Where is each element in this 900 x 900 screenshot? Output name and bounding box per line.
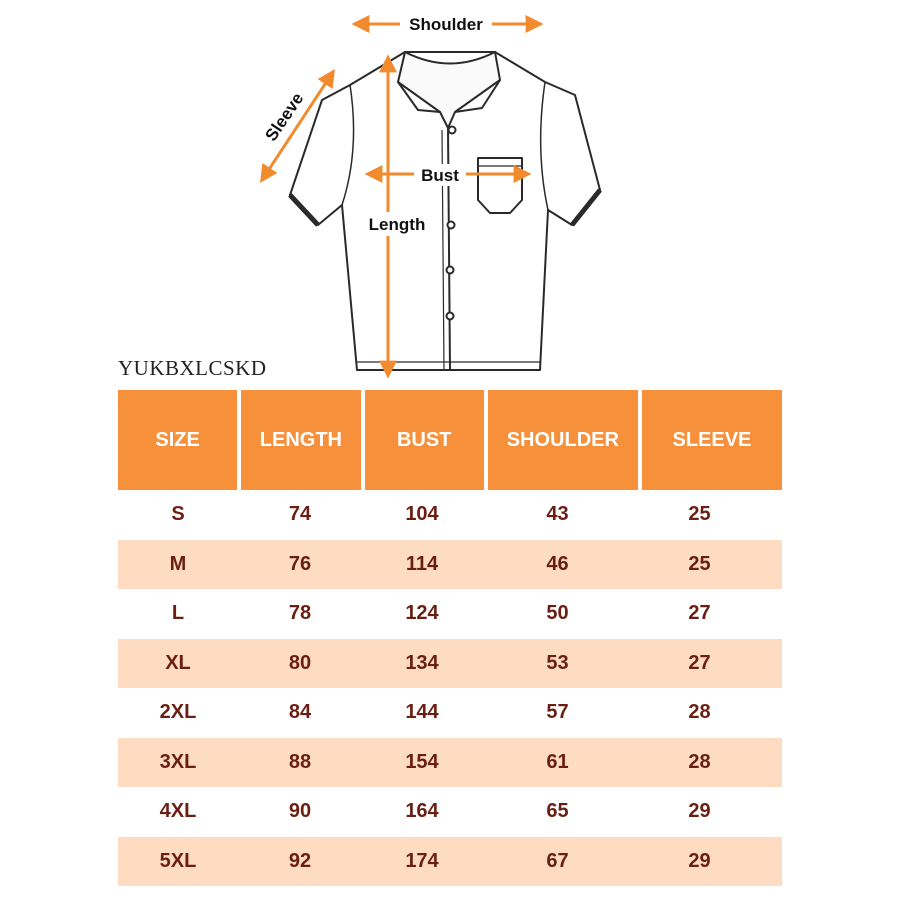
size-cell: 2XL xyxy=(159,701,197,724)
shoulder-cell: 57 xyxy=(546,701,569,724)
size-cell: XL xyxy=(165,651,191,674)
header-length: LENGTH xyxy=(241,390,360,490)
length-cell: 80 xyxy=(288,651,312,674)
table-row xyxy=(118,837,782,887)
table-header-row xyxy=(118,390,782,490)
length-cell: 90 xyxy=(288,800,312,823)
size-cell: S xyxy=(171,503,185,526)
shoulder-cell: 67 xyxy=(546,849,569,872)
sleeve-cell: 27 xyxy=(688,651,711,674)
table-row xyxy=(118,589,782,639)
header-bust: BUST xyxy=(365,390,484,490)
size-cell: L xyxy=(171,602,185,625)
sleeve-cell: 28 xyxy=(688,701,711,724)
size-chart-table xyxy=(118,390,782,886)
shoulder-cell: 53 xyxy=(546,651,569,674)
sleeve-cell: 27 xyxy=(688,602,711,625)
shoulder-cell: 43 xyxy=(546,503,569,526)
length-cell: 92 xyxy=(288,849,312,872)
sleeve-cell: 25 xyxy=(688,503,711,526)
header-size: SIZE xyxy=(118,390,237,490)
table-row xyxy=(118,688,782,738)
shoulder-cell: 65 xyxy=(546,800,569,823)
header-sleeve: SLEEVE xyxy=(642,390,782,490)
shoulder-cell: 50 xyxy=(546,602,569,625)
shoulder-cell: 61 xyxy=(546,750,569,773)
length-label: Length xyxy=(368,215,426,234)
table-row xyxy=(118,490,782,540)
table-row xyxy=(118,787,782,837)
header-shoulder: SHOULDER xyxy=(488,390,638,490)
length-cell: 76 xyxy=(288,552,312,575)
shirt-measurement-diagram xyxy=(0,0,900,390)
shoulder-label: Shoulder xyxy=(409,15,483,34)
brand-name: YUKBXLCSKD xyxy=(118,356,267,380)
shoulder-cell: 46 xyxy=(546,552,569,575)
sleeve-label: Sleeve xyxy=(261,89,308,145)
size-cell: 3XL xyxy=(159,750,197,773)
bust-cell: 134 xyxy=(405,651,439,674)
size-cell: 4XL xyxy=(159,800,197,823)
bust-cell: 164 xyxy=(405,800,439,823)
length-cell: 84 xyxy=(288,701,312,724)
shirt-illustration xyxy=(290,52,600,370)
length-cell: 74 xyxy=(288,503,312,526)
bust-cell: 154 xyxy=(405,750,439,773)
length-cell: 88 xyxy=(288,750,312,773)
sleeve-cell: 25 xyxy=(688,552,711,575)
sleeve-cell: 28 xyxy=(688,750,711,773)
bust-cell: 174 xyxy=(405,849,439,872)
size-cell: M xyxy=(169,552,187,575)
bust-cell: 144 xyxy=(405,701,439,724)
size-cell: 5XL xyxy=(159,849,197,872)
length-cell: 78 xyxy=(288,602,312,625)
table-row xyxy=(118,540,782,590)
table-row xyxy=(118,738,782,788)
bust-cell: 104 xyxy=(405,503,439,526)
bust-label: Bust xyxy=(421,166,459,185)
sleeve-cell: 29 xyxy=(688,849,711,872)
bust-cell: 114 xyxy=(405,552,439,575)
bust-cell: 124 xyxy=(405,602,439,625)
table-row xyxy=(118,639,782,689)
sleeve-cell: 29 xyxy=(688,800,711,823)
